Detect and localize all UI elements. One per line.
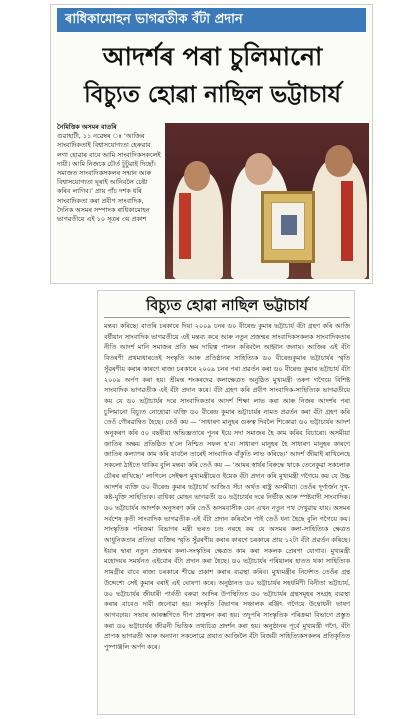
lead-paragraph bbox=[57, 123, 161, 278]
kicker-banner: ৰাধিকামোহন ভাগৱতীক বঁটা প্ৰদান bbox=[57, 8, 366, 32]
headline-line-1: আদৰ্শৰ পৰা চুলিমানো bbox=[102, 42, 323, 71]
person-left-head bbox=[184, 161, 210, 191]
gamosa-right bbox=[341, 181, 353, 261]
award-plaque-inner bbox=[271, 202, 305, 250]
headline-line-2: বিচ্যুত হোৱা নাছিল ভট্টাচাৰ্য bbox=[84, 82, 341, 108]
person-right-head bbox=[325, 145, 353, 177]
person-center-head bbox=[245, 153, 273, 185]
continuation-title: বিচ্যুত হোৱা নাছিল ভট্টাচাৰ্য bbox=[104, 295, 350, 318]
gamosa-left bbox=[179, 193, 191, 259]
plaque-portrait bbox=[281, 215, 297, 235]
award-plaque bbox=[261, 191, 315, 263]
person-right bbox=[311, 159, 367, 279]
lead-byline: নৈমিত্তিক অসমৰ বাতৰি bbox=[57, 123, 117, 131]
bottom-clipping bbox=[97, 290, 355, 715]
article-body: মন্তব্য কৰিছে। বাতৰি চৰকাৰে দিয়া ২০০৯ চনৰ ড০ বীৰেন্দ্ৰ কুমাৰ ভট্টাচাৰ্য বঁটা গ্ৰহণ কৰি আজি বৰ্ষীয়ান সাংবাদিক ভাগৱতীয়ে এই মন্তব্য কৰে আৰু নতুন প্ৰজন্মৰ সাংবাদিকসকলক সাংবাদিকতাৰ নীতি আদৰ্শ মানি সমাজৰ প্ৰতি ক্ষম দায়িত্ব পালন কৰিবলৈ আহ্বান জনায়। আজিৰ এই বঁটা বিতৰণী প্ৰথমাধাৰতেই সংস্কৃতি আৰু প্ৰতিষ্ঠানৰ সাহিত্যিক ড০ বীৰেন্দ্ৰকুমাৰ ভট্টাচাৰ্যৰ স্মৃতি সুঁৱৰণীয় কৰাৰ কাৰণে ৰাজ্য চৰকাৰে ২০০৯ চনৰ পৰা প্ৰৱৰ্তন কৰা ড০ বীৰেন্দ্ৰ কুমাৰ ভট্টাচাৰ্য বঁটা ২০০৯ অৰ্পণ কৰা হয়। শ্ৰীমন্ত শংকৰদেৱ কলাক্ষেত্ৰত অনুষ্ঠিত মুখ্যমন্ত্ৰী তৰুণ গগৈয়ে বিশিষ্ট সাংবাদিক ভাগৱতীক এই বঁটা প্ৰদান কৰে। বঁটা গ্ৰহণ কৰি প্ৰবীণ সাংবাদিক-সাহিত্যিক ভাগৱতীয়ে কয় যে ড০ ভট্টাচাৰ্যৰ দৰে সাংবাদিকতাৰ আদৰ্শ শিক্ষা লাভ কৰা আৰু নিজৰ আদৰ্শৰ পৰা চুলিমানো বিচ্যুত নোহোৱা ব্যক্তি ড০ বীৰেন্দ্ৰ কুমাৰ ভট্টাচাৰ্যৰ নামত প্ৰৱৰ্তন কৰা বঁটা গ্ৰহণ কৰি তেওঁ গৌৰৱান্বিত হৈছে। তেওঁ কয় — ‘সাধাৰণ মানুহৰ গুৰুত্ব দিবলৈ শিকোৱা ড০ ভট্টাচাৰ্যৰ আদৰ্শ অনুকৰণ কৰি ৫০ বছৰীয়া অভিজ্ঞতাৰে পুনৰ ইয়ে সদা সমাজৰ হৈ কাম কৰিব বিচাৰো। অসমীয়া জাতিৰ অক্ষয় প্ৰতিষ্ঠিত হ’লে নিশ্চিত সফল হ’ব। সাধাৰণ মানুহৰ হৈ সাধাৰণ মানুহৰ কাৰণে জাতিৰ কল্যাণৰ কাম কৰি যাবলৈ তাৰেই সাংবাদিক বাঁকুতি লাভ কৰিছে।’ আদৰ্শ জীয়াই ৰাখিলেহে সকলো ঠাইতে থাকিব বুলি মন্তব্য কৰি তেওঁ কয় — ‘আমৰ স্বাৰ্থৰ বিৰুদ্ধে থাকে তেনেকুৱা সকলোক চৌৰৰ ৰাখিছে।’ লাগিলে সেইক্ষণ মুখ্যমন্ত্ৰীয়েও ইয়েক বঁটা প্ৰদান কৰি মুখ্যমন্ত্ৰী গগৈয়ে কয় যে উচ্চ আদৰ্শৰ ব্যক্তি ড০ বীৰেন্দ্ৰ কুমাৰ ভট্টাচাৰ্য আজিও সঁচা অৰ্থত ৰাষ্ট্ৰ অসমীয়া। তেওঁৰ দূৰ্গাৰ্জন দুখ-কষ্ট-যুক্তি সাহিত্যিক। বাধিকা মোহন ভাগৱতী ড০ ভট্টাচাৰ্যৰ দৰে নিৰ্ভীক আৰু স্পষ্টবাদী সাংবাদিক। ড০ ভট্টাচাৰ্যৰ আদৰ্শক অনুসৰণ কৰি তেওঁ অসমবাসীক যেন এখন নতুন পথ দেখুৱায় যায়। অসমৰ সৰ্বশেষ কৃতী সাংবাদিক ভাগৱতীক এই বঁটা প্ৰদান কৰিবলৈ পাই তেওঁ ধন্য হৈছে বুলি গগৈয়ে কয়। সাংস্কৃতিক পৰিক্ৰমা বিভাগৰ মন্ত্ৰী ভৰত চন্দ্ৰ নৰহে কয় যে অসমৰ কলা-সাহিত্যিক ক্ষেত্ৰত আধুনিকতাৰ প্ৰতিভা ব্যক্তিৰ স্মৃতি সুঁৱৰণীয় কৰাৰ কাৰণে চৰকাৰে প্ৰায় ১২টা বঁটা প্ৰৱৰ্তন কৰিছে। ইয়াৰ দ্বাৰা নতুন প্ৰজন্মৰ কলা-সংস্কৃতিৰ ক্ষেত্ৰত কাম কৰা সকলক প্ৰেৰণা যোগাব। মুখ্যমন্ত্ৰী মহোদয়ৰ সমৰ্থনত এইবোৰ বঁটা প্ৰদান কৰা হৈছে। ড০ ভট্টাচাৰ্যৰ পৰিয়ালৰ হাতত থকা সাহিত্যিক সামগ্ৰীৰ বাবে ৰাজ্য চৰকাৰে শীঘ্ৰে প্ৰকাশ কৰাৰ ব্যৱস্থা কৰিব। মুখ্যমন্ত্ৰীৰ নিৰ্দেশত তেওঁৰ গ্ৰন্থ উদ্দেশ্যে সেই কুমাৰ বৰাই এই ঘোষণা কৰে। অনুষ্ঠানত ড০ ভট্টাচাৰ্যৰ সহধৰ্মিণী বিনীতা ভট্টাচাৰ্য, ড০ ভট্টাচাৰ্যৰ জীয়াৰী পাৰ্বতী বৰুৱা আদিৰ উপস্থিতিত ড০ ভট্টাচাৰ্যৰ গ্ৰন্থসমূহৰ সংগ্ৰহ ব্যৱস্থা কৰাৰ বাবেও দাবী জনোৱা হয়। সংস্কৃতি বিভাগৰ সঞ্চালক ৰঞ্জিৎ গগৈয়ে উদ্বোধনী ভাষণ আগবঢ়ায়। সভাৰ আৰম্ভণিতে দীপ প্ৰজ্বলন কৰা হয়। তদুপৰি সাংস্কৃতিক পৰিক্ৰমা বিভাগে প্ৰস্তুত কৰা ড০ ভট্টাচাৰ্যৰ জীৱনী ভিত্তিক তথ্যচিত্ৰ প্ৰদৰ্শন কৰা হয়। অনুষ্ঠানৰ পূৰ্বে মুখ্যমন্ত্ৰী গগৈ, বঁটা প্ৰাপক ভাগৱতী আৰু অন্যান্য সকলোৱে প্ৰয়াত আজিলৈ বঁটা বিজয়ী সাহিত্যিকসকলৰ প্ৰতিকৃতিত পুষ্পাঞ্জলি অৰ্পণ কৰে। bbox=[104, 322, 350, 652]
award-ceremony-photo bbox=[165, 123, 369, 279]
lead-text: গুৱাহাটী, ১১ নৱেম্বৰ ঃ ‘আজিৰ সাংবাদিকতাই বিশ্বাসযোগ্যতা হেৰুৱাব লগা হোৱাৰ বাবে আমি সাংবাদিকসকলেই দায়ী। আমি নিজকে চৌৰ্ত টুটুৱাই দিছোঁ। সমাজত সাংবাদিকসকলৰ সন্মান আৰু বিশ্বাসযোগ্যতা ঘূৰাই আনিবলৈ চেষ্টা কৰিব লাগিব।’ প্ৰায় পাঁচ দশক ধৰি সাংবাদিকতা কৰা প্ৰবীণ সাংবাদিক, দৈনিক অসমৰ সম্পাদক ৰাধিকামোহন ভাগৱতীয়ে এই ১০ সূত্ৰৰ ৩য় প্ৰকাশ bbox=[57, 132, 161, 224]
top-clipping bbox=[50, 4, 373, 284]
